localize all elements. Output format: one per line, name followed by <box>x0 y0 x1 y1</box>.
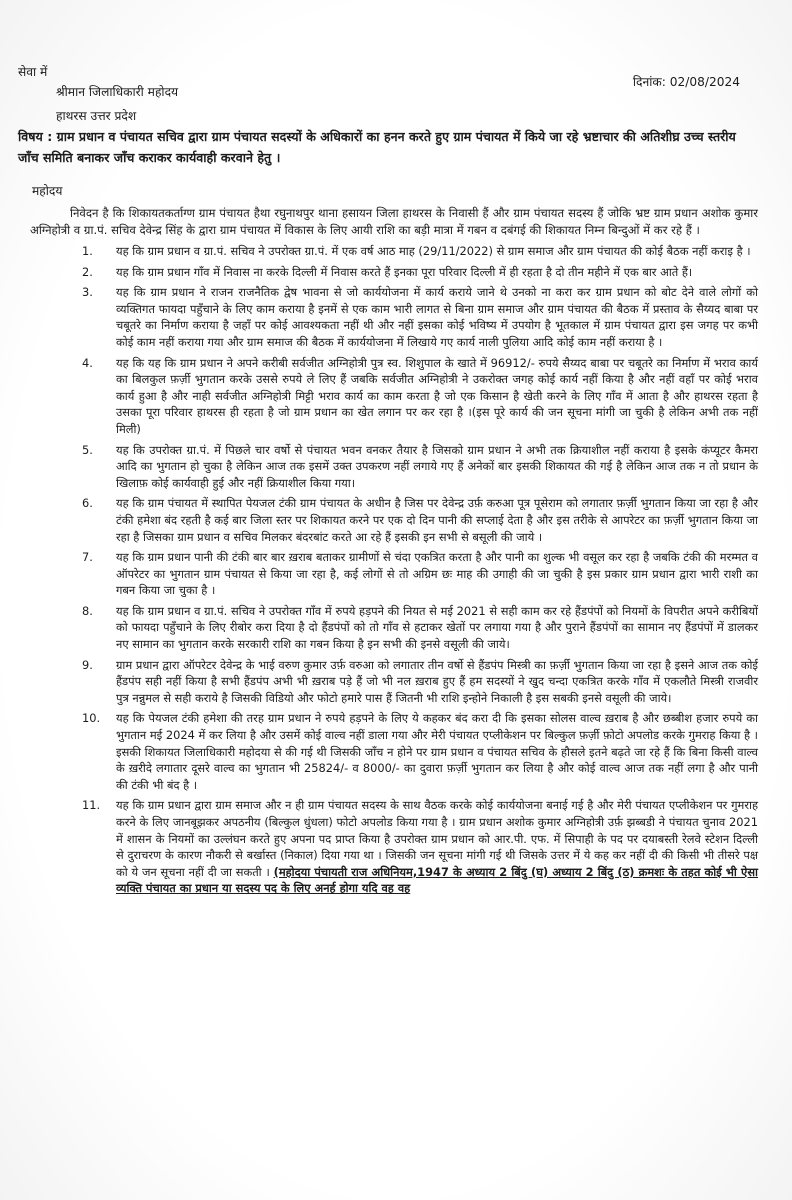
point-number: 7. <box>82 550 93 565</box>
list-item <box>18 657 758 707</box>
point-number: 2. <box>82 264 93 279</box>
salutation-to: सेवा में <box>18 65 48 79</box>
list-item <box>18 797 758 897</box>
point-text: यह कि ग्राम प्रधान द्वारा ग्राम समाज और न ही ग्राम पंचायत सदस्य के साथ वैठक करके कोई कार्ययोजना बनाई गई है और मेरी पंचायत एप्लीकेशन पर गुमराह करने के लिए जानबूझकर अपठनीय (बिल्कुल धुंधला) फोटो अपलोड किया गया है । ग्राम प्रधान अशोक कुमार अग्निहोत्री उर्फ़ झब्बडी ने पंचायत चुनाव 2021 में शासन के नियमों का उल्लंघन करते हुए अपना पद प्राप्त किया है उपरोक्त ग्राम प्रधान को आर.पी. एफ. में सिपाही के पद पर दयाबस्ती रेलवे स्टेशन दिल्ली से दुराचरण के कारण नौकरी से बर्खास्त (निकाल) दिया गया था । जिसकी जन सूचना मांगी गई थी जिसके उत्तर में ये कह कर नहीं दी की किसी भी तीसरे पक्ष को ये जन सूचना नहीं दी जा सकती । <box>116 798 758 879</box>
list-item <box>18 603 758 653</box>
list-item <box>18 243 758 260</box>
point-text: यह कि ग्राम प्रधान व ग्रा.पं. सचिव ने उपरोक्त गाँव में रुपये हड़पने की नियत से मई 2021 से सही काम कर रहे हैंडपंपों को नियमों के विपरीत अपने करीबियों को फायदा पहुँचाने के लिए रीबोर करा दिया है दो हैंडपंपों को तो गाँव से हटाकर खेतों पर लगाया गया है और पुराने हैंडपंपों का सामान नए हैंडपंपों में डालकर नए सामान का भुगतान करके सरकारी राशि का गबन किया है इन सभी की इनसे वसूली की जाये। <box>116 603 758 652</box>
list-item <box>18 264 758 281</box>
complaint-points-list <box>18 243 758 897</box>
point-number: 11. <box>82 798 101 813</box>
point-number: 8. <box>82 603 93 618</box>
subject-line: विषय : ग्राम प्रधान व पंचायत सचिव द्वारा ग्राम पंचायत सदस्यों के अधिकारों का हनन करते हुए ग्राम पंचायत में किये जा रहे भ्रष्टाचार की अतिशीघ्र उच्च स्तरीय जाँच समिति बनाकर जाँच कराकर कार्यवाही करवाने हेतु । <box>18 129 736 165</box>
point-text: यह कि ग्राम प्रधान व ग्रा.पं. सचिव ने उपरोक्त ग्रा.पं. में एक वर्ष आठ माह (29/11/2022) से ग्राम समाज और ग्राम पंचायत की कोई बैठक नहीं कराइ है । <box>116 244 751 258</box>
letter-date: दिनांक: 02/08/2024 <box>632 75 740 89</box>
list-item <box>18 549 758 599</box>
point-text: ग्राम प्रधान द्वारा ऑपरेटर देवेन्द्र के भाई वरुण कुमार उर्फ़ वरुआ को लगातार तीन वर्षो से हैंडपंप मिस्त्री का फ़र्ज़ी भुगतान किया जा रहा है इसने आज तक कोई हैंडपंप सही नहीं किया है सभी हैंडपंप अभी भी ख़राब पड़े हैं जो भी नल ख़राब हुए हैं हम सदस्यों ने खुद चन्दा एकत्रित करके गाँव में एकलौते मिस्त्री राजवीर पुत्र नन्नुमल से सही कराये है जिसकी विडियो और फोटो हमारे पास हैं जितनी भी राशि इन्होने निकाली है इस सबकी इनसे वसूली की जाये। <box>116 657 758 705</box>
addressee: श्रीमान जिलाधिकारी महोदय <box>56 85 179 99</box>
point-text: यह कि उपरोक्त ग्रा.पं. में पिछले चार वर्षो से पंचायत भवन वनकर तैयार है जिसको ग्राम प्रधान ने अभी तक क्रियाशील नहीं कराया है इसके कंप्यूटर कैमरा आदि का भुगतान हो चुका है लेकिन आज तक इसमें उक्त उपकरण नहीं लगाये गए हैं अनेकों बार इसकी शिकायत की गई है लेकिन आज तक न तो प्रधान के खिलाफ़ कोई कार्यवाही हुई और नहीं क्रियाशील किया गया। <box>116 442 758 490</box>
addressee-location: हाथरस उत्तर प्रदेश <box>56 109 137 123</box>
list-item <box>18 284 758 350</box>
point-text: यह कि ग्राम प्रधान पानी की टंकी बार बार ख़राब बताकर ग्रामीणों से चंदा एकत्रित करता है और पानी का शुल्क भी वसूल कर रहा है जबकि टंकी की मरम्मत व ऑपरेटर का भुगतान ग्राम पंचायत से किया जा रहा है, कई लोगों से तो अग्रिम छः माह की उगाही की जा चुकी है इस प्रकार ग्राम प्रधान द्वारा भारी राशी का गबन किया जा चुका है । <box>116 550 758 598</box>
point-text: यह कि यह कि ग्राम प्रधान ने अपने करीबी सर्वजीत अग्निहोत्री पुत्र स्व. शिशुपाल के खाते में 96912/- रुपये सैय्यद बाबा पर चबूतरे का निर्माण में भराव कार्य का बिलकुल फ़र्ज़ी भुगतान करके उससे रुपये ले लिए हैं जबकि सर्वजीत अग्निहोत्री ने उकरोक्त जगह कोई कार्य नहीं किया है और नहीं वहाँ पर कोई भराव कार्य हुआ है और नाही सर्वजीत अग्निहोत्री मिट्टी भराव कार्य का काम करता है जो एक किसान है खेती करने के लिए गाँव में आता है और हाथरस रहता है उसका पूरा परिवार हाथरस ही रहता है जो ग्राम प्रधान का खेत लगान पर कर रहा है ।(इस पूरे कार्य की जन सूचना मांगी जा चुकी है लेकिन अभी तक नहीं मिली) <box>116 355 758 436</box>
intro-paragraph: निवेदन है कि शिकायतकर्ताग्ण ग्राम पंचायत हैथा रघुनाथपुर थाना हसायन जिला हाथरस के निवासी हैं और ग्राम पंचायत सदस्य हैं जोकि भ्रष्ट ग्राम प्रधान अशोक कुमार अग्निहोत्री व ग्रा.पं. सचिव देवेन्द्र सिंह के द्वारा ग्राम पंचायत में विकास के लिए आयी राशि का बड़ी मात्रा में गबन व दबंगई की शिकायत निम्न बिन्दुओं में कर रहे हैं । <box>30 206 758 237</box>
act-reference-underlined: (महोदया पंचायती राज अधिनियम,1947 के अध्याय 2 बिंदु (घ) अध्याय 2 बिंदु (ठ) क्रमशः के तहत कोई भी ऐसा व्यक्ति पंचायत का प्रधान या सदस्य पद के लिए अनर्ह होगा यदि वह वह <box>116 864 758 896</box>
list-item <box>18 495 758 545</box>
point-text: यह कि ग्राम प्रधान ने राजन राजनैतिक द्वेष भावना से जो कार्ययोजना में कार्य कराये जाने थे उनको ना करा कर ग्राम प्रधान को बोट देने वाले लोगों को व्यक्तिगत फायदा पहुँचाने के लिए काम कराया है इनमें से एक काम भारी लागत से बिना ग्राम समाज और ग्राम पंचायत की बैठक में प्रस्ताव के सैय्यद बाबा पर चबूतरे का निर्माण कराया है जहाँ पर कोई आवश्यकता नहीं थी और नहीं इसका कोई भविष्य में उपयोग है भूतकाल में ग्राम पंचायत द्वारा इस जगह पर कभी कोई काम नहीं कराया गया और ग्राम समाज की बैठक में कार्ययोजना में लिखाये गए कार्य नाली पुलिया आदि कोई काम नहीं कराया है । <box>116 285 758 349</box>
point-number: 6. <box>82 496 93 511</box>
point-number: 10. <box>82 711 101 726</box>
point-text: यह कि ग्राम पंचायत में स्थापित पेयजल टंकी ग्राम पंचायत के अधीन है जिस पर देवेन्द्र उर्फ़ करुआ पूत्र पूसेराम को लगातार फ़र्ज़ी भुगतान किया जा रहा है और टंकी हमेशा बंद रहती है कई बार जिला स्तर पर शिकायत करने पर एक दो दिन पानी की सप्लाई देता है और इस तरीके से आपरेटर का फ़र्ज़ी भुगतान किया जा रहा है जिसका ग्राम प्रधान व सचिव मिलकर बंदरबांट करते आ रहे हैं इसकी इन सभी से बसूली की जाये । <box>116 496 758 544</box>
point-text: यह कि पेयजल टंकी हमेशा की तरह ग्राम प्रधान ने रुपये हड़पने के लिए ये कहकर बंद करा दी कि इसका सोलस वाल्व ख़राब है और छब्बीश हजार रुपये का भुगतान मई 2024 में कर लिया है और उसमें कोई वाल्व नहीं डाला गया और मेरी पंचायत एप्लीकेशन पर बिल्कुल फ़र्ज़ी फ़ोटो अपलोड करके गुमराह किया है । इसकी शिकायत जिलाधिकारी महोदया से की गई थी जिसकी जाँच न होने पर ग्राम प्रधान व पंचायत सचिव के हौसले इतने बढ़ते जा रहे हैं कि बिना किसी वाल्व के ख़रीदे लगातार दूसरे वाल्व का भुगतान भी 25824/- व 8000/- का दुवारा फ़र्ज़ी भुगतान कर लिया है और कोई वाल्व आज तक नहीं लगा है और पानी की टंकी भी बंद है । <box>116 711 758 792</box>
letter-header <box>18 58 758 122</box>
list-item <box>18 710 758 793</box>
list-item <box>18 355 758 438</box>
point-number: 3. <box>82 285 93 300</box>
point-number: 4. <box>82 355 93 370</box>
point-number: 1. <box>82 244 93 258</box>
point-number: 5. <box>82 442 93 457</box>
point-text: यह कि ग्राम प्रधान गाँव में निवास ना करके दिल्ली में निवास करते हैं इनका पूरा परिवार दिल्ली में ही रहता है दो तीन महीने में एक बार आते हैं। <box>116 264 693 279</box>
salutation: महोदय <box>32 184 63 198</box>
list-item <box>18 442 758 492</box>
point-number: 9. <box>82 657 93 672</box>
